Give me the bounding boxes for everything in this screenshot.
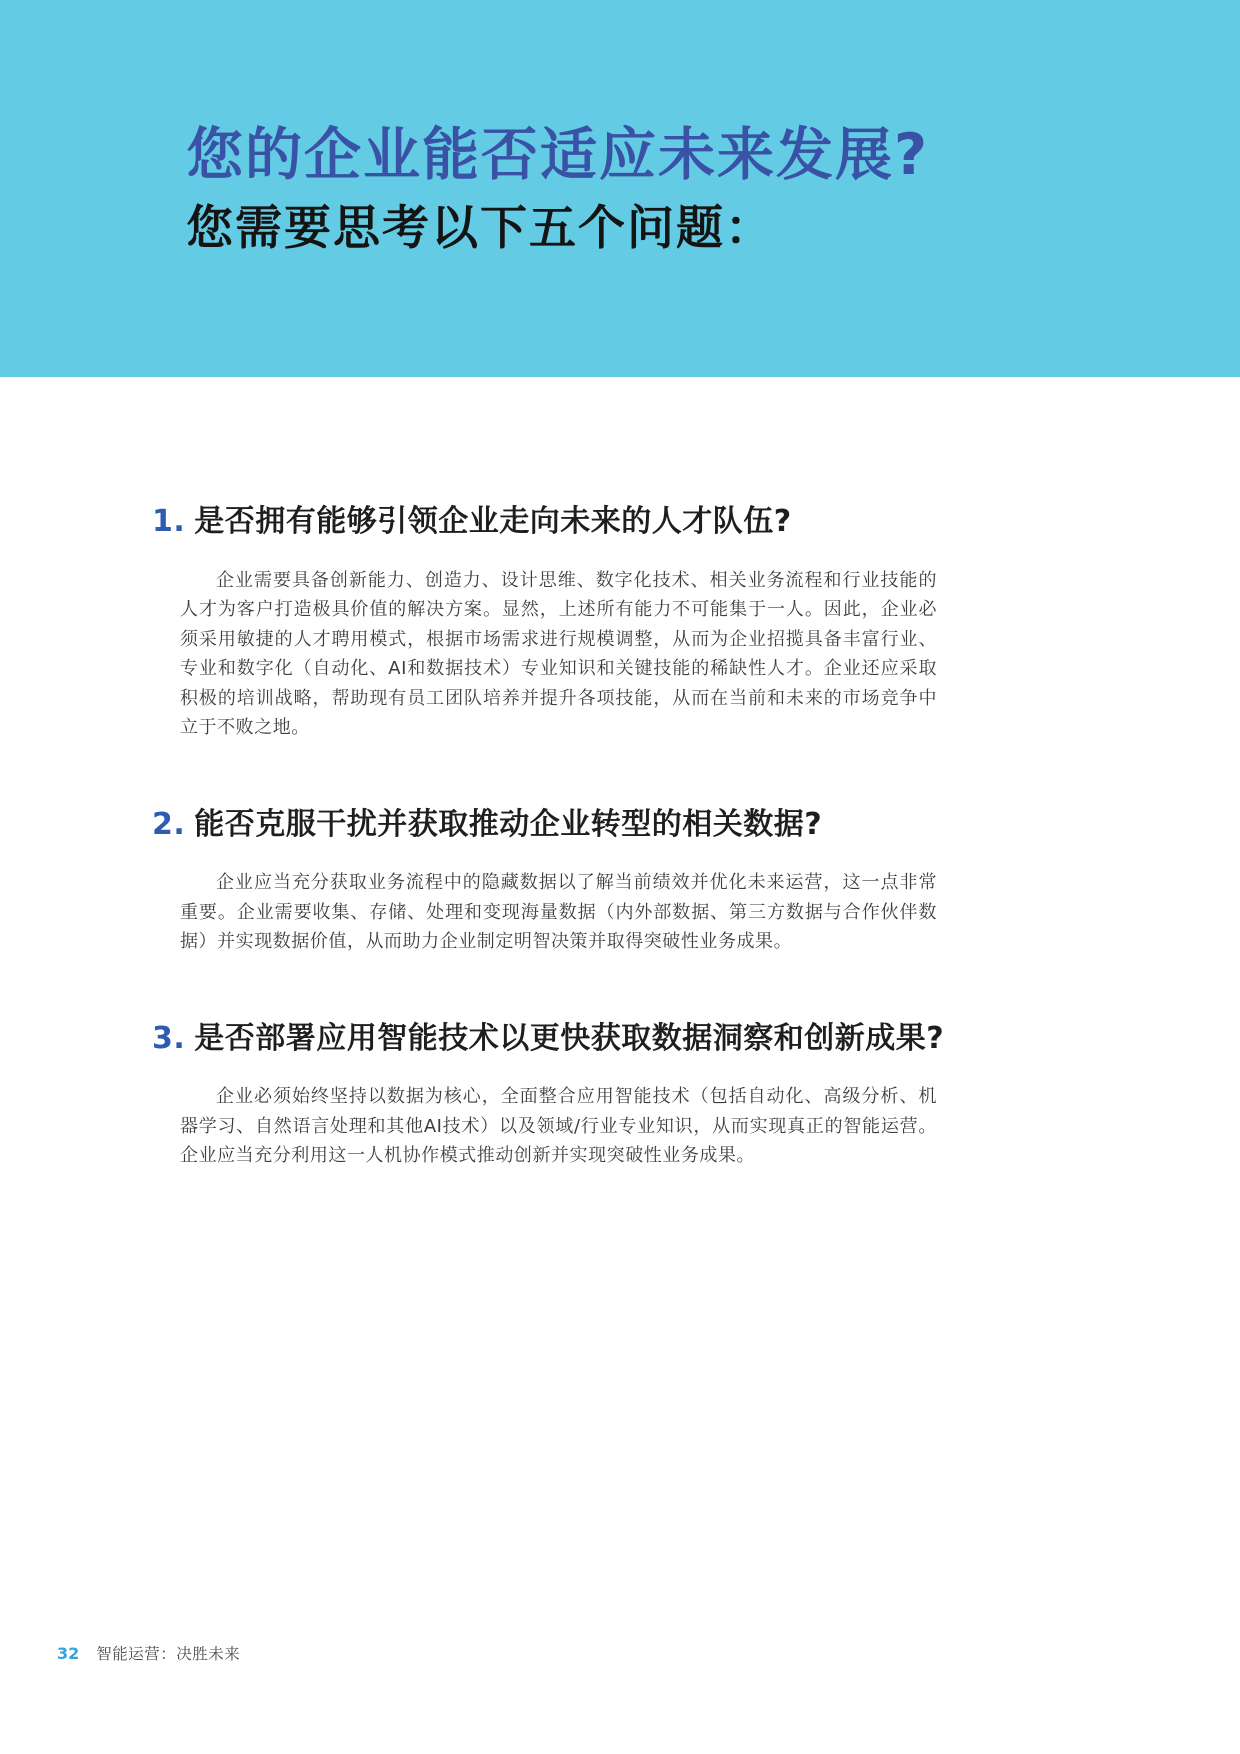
page-title: 您的企业能否适应未来发展? — [186, 122, 930, 188]
page-number: 32 — [57, 1644, 80, 1663]
questions-list — [152, 503, 945, 1171]
question-heading-row — [152, 503, 937, 541]
question-number: 3. — [152, 1020, 186, 1056]
question-heading: 是否拥有能够引领企业走向未来的人才队伍? — [194, 504, 792, 539]
header-band — [0, 0, 1240, 377]
question-heading: 是否部署应用智能技术以更快获取数据洞察和创新成果? — [194, 1020, 945, 1056]
question-body: 企业应当充分获取业务流程中的隐藏数据以了解当前绩效并优化未来运营，这一点非常重要。企业需要收集、存储、处理和变现海量数据（内外部数据、第三方数据与合作伙伴数据）并实现数据价值，从而助力企业制定明智决策并取得突破性业务成果。 — [180, 872, 937, 952]
question-section-1 — [152, 503, 937, 743]
question-heading-row — [152, 1020, 945, 1058]
page-subtitle: 您需要思考以下五个问题： — [186, 201, 774, 257]
question-section-2 — [152, 806, 937, 957]
question-section-3 — [152, 1020, 945, 1171]
question-heading-row — [152, 806, 937, 844]
question-number: 2. — [152, 806, 186, 842]
doc-title: 智能运营：决胜未来 — [96, 1645, 241, 1663]
page-title-block — [186, 122, 929, 257]
question-number: 1. — [152, 504, 186, 539]
page-footer — [57, 1642, 240, 1664]
question-body: 企业需要具备创新能力、创造力、设计思维、数字化技术、相关业务流程和行业技能的人才为客户打造极具价值的解决方案。显然，上述所有能力不可能集于一人。因此，企业必须采用敏捷的人才聘用模式，根据市场需求进行规模调整，从而为企业招揽具备丰富行业、专业和数字化（自动化、AI和数据技术）专业知识和关键技能的稀缺性人才。企业还应采取积极的培训战略，帮助现有员工团队培养并提升各项技能，从而在当前和未来的市场竞争中立于不败之地。 — [180, 569, 937, 738]
question-heading: 能否克服干扰并获取推动企业转型的相关数据? — [194, 806, 823, 842]
question-body: 企业必须始终坚持以数据为核心，全面整合应用智能技术（包括自动化、高级分析、机器学习、自然语言处理和其他AI技术）以及领域/行业专业知识，从而实现真正的智能运营。企业应当充分利用这一人机协作模式推动创新并实现突破性业务成果。 — [180, 1086, 937, 1166]
